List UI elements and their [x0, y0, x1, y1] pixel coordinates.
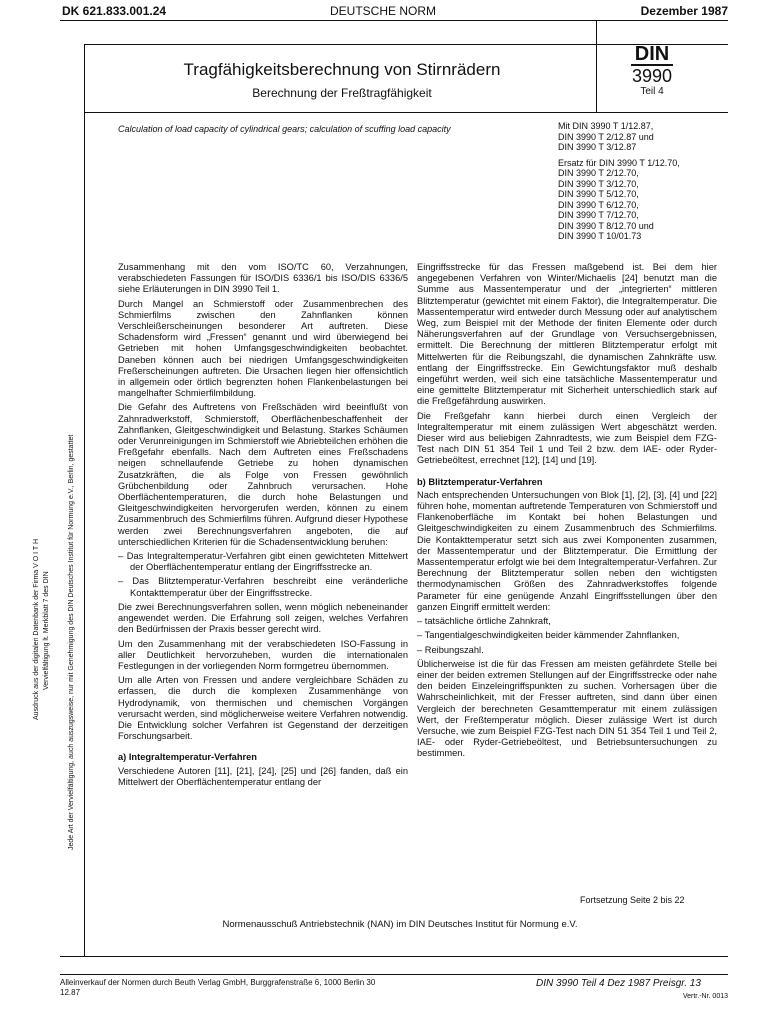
section-heading-a: a) Integraltemperatur-Verfahren — [118, 752, 257, 763]
bullet-item: – Tangentialgeschwindigkeiten beider kämmender Zahnflanken, — [417, 630, 680, 641]
paragraph: Die Gefahr des Auftretens von Freßschäden wird beeinflußt von Zahnradwerkstoff, Schmierstoff, Oberflächenbeschaffenheit der Zahnflanken, Gleitgeschwindigkeit und Belastung. Starkes Schäumen oder Verunreinigungen im Schmierstoff wie Abriebteilchen erhöhen die Freßgefahr ebenfalls. Nach dem Auftreten eines Freßschadens neigen schnellaufende Getriebe zu hohen dynamischen Zusatzkräften, die als Folge von Fressen gewöhnlich Grübchenbildung oder Zahnbruch verursachen. Hohe Oberflächentemperaturen, die durch hohe Belastungen und Gleitgeschwindigkeiten hervorgerufen werden, können zu einem Zusammenbruch des Schmierfilms führen. Aufgrund dieser Hypothese werden zwei Berechnungsverfahren angeboten, die auf unterschiedlichen Kriterien für die Schadensentwicklung beruhen: — [118, 402, 408, 547]
paragraph: Zusammenhang mit den vom ISO/TC 60, Verzahnungen, verabschiedeten Fassungen für ISO/DIS 6336/1 bis ISO/DIS 6336/5 siehe Erläuterungen in DIN 3990 Teil 1. — [118, 262, 408, 295]
english-title: Calculation of load capacity of cylindrical gears; calculation of scuffing load capacity — [118, 124, 451, 134]
footer-document-reference: DIN 3990 Teil 4 Dez 1987 Preisgr. 13 — [536, 978, 701, 989]
date-code: 12.87 — [60, 988, 81, 997]
reference-line: DIN 3990 T 8/12.70 und — [558, 220, 654, 231]
din-designation — [600, 44, 704, 97]
left-margin-line — [84, 112, 85, 957]
bullet-item: – Reibungszahl. — [417, 644, 484, 655]
paragraph: Um den Zusammenhang mit der verabschiedeten ISO-Fassung in aller Deutlichkeit hervorzuheben, wurden die internationalen Festlegungen in der vorliegenden Norm formgetreu übernommen. — [118, 638, 408, 671]
document-title: Tragfähigkeitsberechnung von Stirnrädern — [183, 60, 501, 79]
continuation-note: Fortsetzung Seite 2 bis 22 — [580, 895, 685, 905]
din-part: Teil 4 — [640, 86, 664, 97]
title-box-left — [84, 44, 85, 112]
reference-line: DIN 3990 T 6/12.70, — [558, 199, 639, 210]
sales-notice: Alleinverkauf der Normen durch Beuth Verlag GmbH, Burggrafenstraße 6, 1000 Berlin 30 — [60, 978, 376, 987]
din-logo: DIN — [631, 44, 673, 66]
bullet-item: – Das Blitztemperatur-Verfahren beschreibt eine veränderliche Kontakttemperatur über der Eingriffsstrecke. — [118, 576, 408, 598]
issue-date: Dezember 1987 — [640, 4, 728, 18]
din-number: 3990 — [631, 66, 673, 86]
paragraph: Verschiedene Autoren [11], [21], [24], [25] und [26] fanden, daß ein Mittelwert der Oberflächentemperatur entlang der — [118, 765, 408, 787]
bullet-item: – tatsächliche örtliche Zahnkraft, — [417, 616, 551, 627]
paragraph: Üblicherweise ist die für das Fressen am meisten gefährdete Stelle bei einer der beiden extremen Stellungen auf der Eingriffsstrecke oder nahe den beiden Einzeleingriffspunkten zu suchen. Vorhersagen über die Wahrscheinlichkeit, mit der Fresser auftreten, sind dann über einen Vergleich der berechneten Gesamttemperatur mit einem zulässigen Wert, der Freßtemperatur möglich. Dieser zulässige Wert ist durch Versuche, wie zum Beispiel FZG-Test nach DIN 51 354 Teil 1 und Teil 2, IAE- oder Ryder-Getriebeöltest, und Betriebsuntersuchungen zu bestimmen. — [417, 658, 717, 759]
title-block — [92, 60, 592, 100]
paragraph: Die zwei Berechnungsverfahren sollen, wenn möglich nebeneinander angewendet werden. Die Erfahrung soll zeigen, welches Verfahren den Bedürfnissen der Praxis besser gerecht wird. — [118, 601, 408, 635]
reference-line: DIN 3990 T 2/12.87 und — [558, 131, 654, 142]
text-column-left — [118, 262, 408, 791]
standards-committee: Normenausschuß Antriebstechnik (NAN) im DIN Deutsches Institut für Normung e.V. — [222, 919, 578, 930]
replacement-references — [558, 121, 738, 242]
paragraph: Eingriffsstrecke für das Fressen maßgebend ist. Bei dem hier angegebenen Verfahren von Winter/Michaelis [24] benutzt man die Summe aus Massentemperatur und der „integrierten“ mittleren Blitztemperatur (gewichtet mit einem Faktor), die Integraltemperatur. Die Massentemperatur wird entweder durch Messung oder auf analytischem Weg, zum Beispiel mit der Methode der finiten Elemente oder durch Näherungsverfahren auf der Grundlage von Versuchsergebnissen, ermittelt. Die Berechnung der mittleren Blitztemperatur erfolgt mit Mittelwerten für die Reibungszahl, die dynamischen Zahnkräfte usw. entlang der Eingriffsstrecke. Ein Gewichtungsfaktor muß deshalb eingeführt werden, weil sich eine tatsächliche Massentemperatur und eine gemittelte Blitztemperatur mit Sicherheit unterschiedlich stark auf die Freßgefährdung auswirken. — [417, 262, 717, 407]
reference-line: Ersatz für DIN 3990 T 1/12.70, — [558, 157, 680, 168]
top-rule — [60, 20, 728, 21]
reference-line: DIN 3990 T 7/12.70, — [558, 210, 639, 220]
title-box-bottom — [84, 112, 728, 113]
document-subtitle: Berechnung der Freßtragfähigkeit — [252, 86, 432, 100]
reference-line: DIN 3990 T 2/12.70, — [558, 168, 639, 178]
footer-sales-info — [60, 978, 480, 998]
standard-type: DEUTSCHE NORM — [330, 4, 437, 18]
text-column-right — [417, 262, 717, 763]
bottom-rule-1 — [60, 956, 728, 957]
paragraph: Die Freßgefahr kann hierbei durch einen Vergleich der Integraltemperatur mit einem zulässigen Wert abgeschätzt werden. Dieser wird aus beliebigen Zahnradtests, wie zum Beispiel dem FZG-Test nach DIN 51 354 Teil 1 und Teil 2 bzw. dem IAE- oder Ryder-Getriebeöltest, errechnet [12], [14] und [19]. — [417, 410, 717, 466]
margin-text-outer-1: Ausdruck aus der digitalen Datenbank der Firma V O I T H — [33, 538, 40, 720]
paragraph: Durch Mangel an Schmierstoff oder Zusammenbrechen des Schmierfilms zwischen den Zahnflanken können Verschleißerscheinungen besonderer Art auftreten. Diese Schadensform wird „Fressen“ genannt und wird überwiegend bei Getrieben mit hohen Umfangsgeschwindigkeiten beobachtet. Daneben können auch bei niedrigen Umfangsgeschwindigkeiten Freßerscheinungen auftreten. Die Ursachen liegen hier offensichtlich in allgemein oder örtlich begrenzten hohen Flankenbelastungen bei mangelhafter Schmierfilmbildung. — [118, 298, 408, 399]
distribution-number: Vertr.-Nr. 0013 — [682, 993, 728, 1000]
reference-line: Mit DIN 3990 T 1/12.87, — [558, 121, 654, 131]
reference-line: DIN 3990 T 3/12.87 — [558, 142, 637, 152]
bullet-item: – Das Integraltemperatur-Verfahren gibt einen gewichteten Mittelwert der Oberflächentemperatur entlang der Eingriffsstrecke an. — [118, 551, 408, 573]
bottom-rule-2 — [60, 974, 728, 975]
paragraph: Nach entsprechenden Untersuchungen von Blok [1], [2], [3], [4] und [22] führen hohe, momentan auftretende Temperaturen von Schmierstoff und Flankenoberfläche im Kontakt bei hohen Belastungen und Gleitgeschwindigkeiten zu einem Zusammenbruch des Schmierfilms. Die Kontakttemperatur setzt sich aus zwei Komponenten zusammen, der Massentemperatur und der Blitztemperatur. Die Ermittlung der Massentemperatur erfolgt wie bei dem Integraltemperatur-Verfahren. Zur Berechnung der Blitztemperatur sollen neben den wichtigsten thermodynamischen Größen des Zahnradwerkstoffes folgende Parameter für eine genügende Anzahl Eingriffsstellungen über den ganzen Eingriff ermittelt werden: — [417, 489, 717, 612]
din-box-divider — [596, 20, 597, 112]
reference-line: DIN 3990 T 5/12.70, — [558, 189, 639, 199]
dk-number: DK 621.833.001.24 — [62, 4, 167, 18]
margin-text-outer-2: Vervielfältigung lt. Merkblatt 7 des DIN — [43, 571, 50, 690]
section-heading-b: b) Blitztemperatur-Verfahren — [417, 476, 543, 487]
margin-text-inner: Jede Art der Vervielfältigung, auch auszugsweise, nur mit Genehmigung des DIN Deutsches Institut für Normung e.V., Berlin, gestattet — [68, 434, 75, 850]
reference-line: DIN 3990 T 10/01.73 — [558, 231, 642, 241]
paragraph: Um alle Arten von Fressen und andere vergleichbare Schäden zu erfassen, die durch die komplexen Zusammenhänge von Hydrodynamik, von thermischen und chemischen Vorgängen verursacht werden, sind möglicherweise weitere Verfahren notwendig. Die Entwicklung solcher Verfahren ist Gegenstand der derzeitigen Forschungsarbeit. — [118, 675, 408, 742]
reference-line: DIN 3990 T 3/12.70, — [558, 178, 639, 189]
